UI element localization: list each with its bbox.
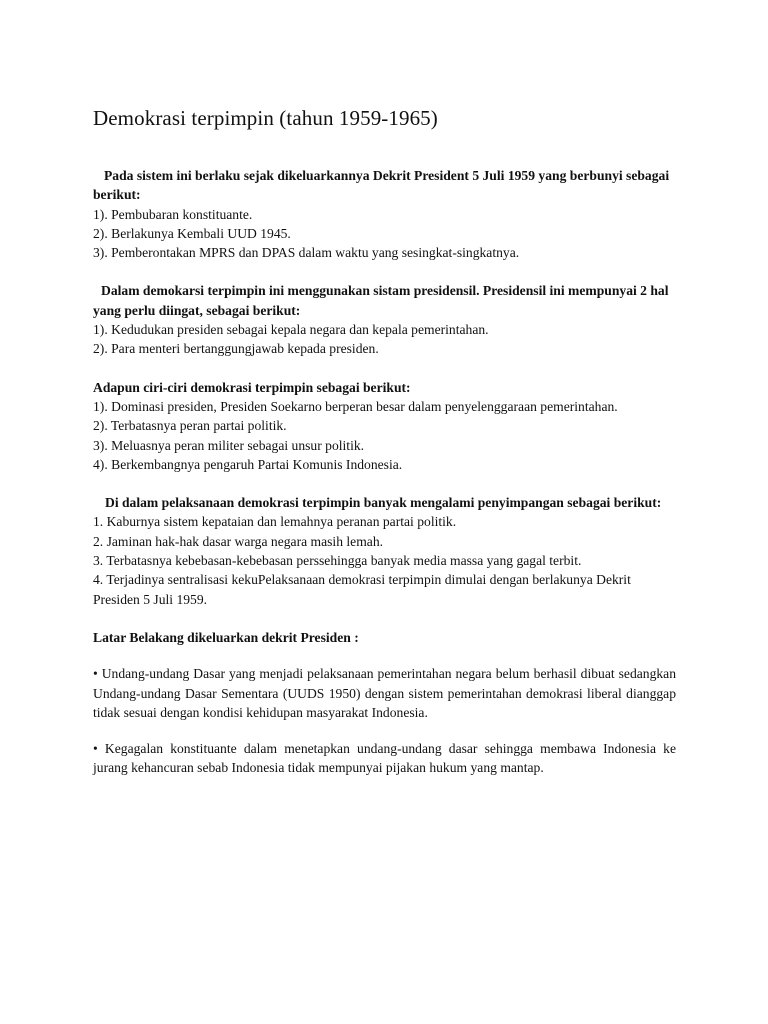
presidensil-list xyxy=(93,320,676,359)
list-item: 4). Berkembangnya pengaruh Partai Komunis Indonesia. xyxy=(93,456,403,472)
penyimpangan-heading: Di dalam pelaksanaan demokrasi terpimpin banyak mengalami penyimpangan sebagai berikut: xyxy=(105,495,662,511)
list-item: 2). Terbatasnya peran partai politik. xyxy=(93,418,287,434)
list-item: 1). Dominasi presiden, Presiden Soekarno berperan besar dalam penyelenggaraan pemerintahan. xyxy=(93,398,618,414)
list-item: 3). Meluasnya peran militer sebagai unsur politik. xyxy=(93,437,365,453)
ciri-list xyxy=(93,397,676,474)
penyimpangan-list xyxy=(93,512,676,608)
list-item: 1. Kaburnya sistem kepataian dan lemahnya peranan partai politik. xyxy=(93,514,457,530)
list-item: 3). Pemberontakan MPRS dan DPAS dalam waktu yang sesingkat-singkatnya. xyxy=(93,245,520,261)
latar-paragraph-2: • Kegagalan konstituante dalam menetapkan undang-undang dasar sehingga membawa Indonesia ke jurang kehancuran sebab Indonesia tidak mempunyai pijakan hukum yang mantap. xyxy=(93,741,676,776)
latar-paragraph-1: • Undang-undang Dasar yang menjadi pelaksanaan pemerintahan negara belum berhasil dibuat sedangkan Undang-undang Dasar Sementara (UUDS 1950) dengan sistem pemerintahan demokrasi liberal dianggap tidak sesuai dengan kondisi kehidupan masyarakat Indonesia. xyxy=(93,666,676,720)
intro-paragraph: Pada sistem ini berlaku sejak dikeluarkannya Dekrit President 5 Juli 1959 yang berbunyi sebagai berikut: xyxy=(93,168,670,203)
dekrit-list xyxy=(93,205,676,263)
list-item: 2. Jaminan hak-hak dasar warga negara masih lemah. xyxy=(93,533,384,549)
list-item: 4. Terjadinya sentralisasi kekuPelaksanaan demokrasi terpimpin dimulai dengan berlakunya Dekrit Presiden 5 Juli 1959. xyxy=(93,572,631,607)
latar-heading: Latar Belakang dikeluarkan dekrit Presiden : xyxy=(93,629,359,645)
list-item: 2). Para menteri bertanggungjawab kepada presiden. xyxy=(93,341,379,357)
ciri-heading: Adapun ciri-ciri demokrasi terpimpin sebagai berikut: xyxy=(93,379,411,395)
document-content xyxy=(93,104,676,778)
presidensil-heading: Dalam demokarsi terpimpin ini menggunakan sistam presidensil. Presidensil ini mempunyai 2 hal yang perlu diingat, sebagai berikut: xyxy=(93,283,669,318)
list-item: 1). Pembubaran konstituante. xyxy=(93,206,253,222)
list-item: 1). Kedudukan presiden sebagai kepala negara dan kepala pemerintahan. xyxy=(93,322,489,338)
page-title: Demokrasi terpimpin (tahun 1959-1965) xyxy=(93,106,438,130)
list-item: 2). Berlakunya Kembali UUD 1945. xyxy=(93,225,291,241)
list-item: 3. Terbatasnya kebebasan-kebebasan perssehingga banyak media massa yang gagal terbit. xyxy=(93,553,582,569)
